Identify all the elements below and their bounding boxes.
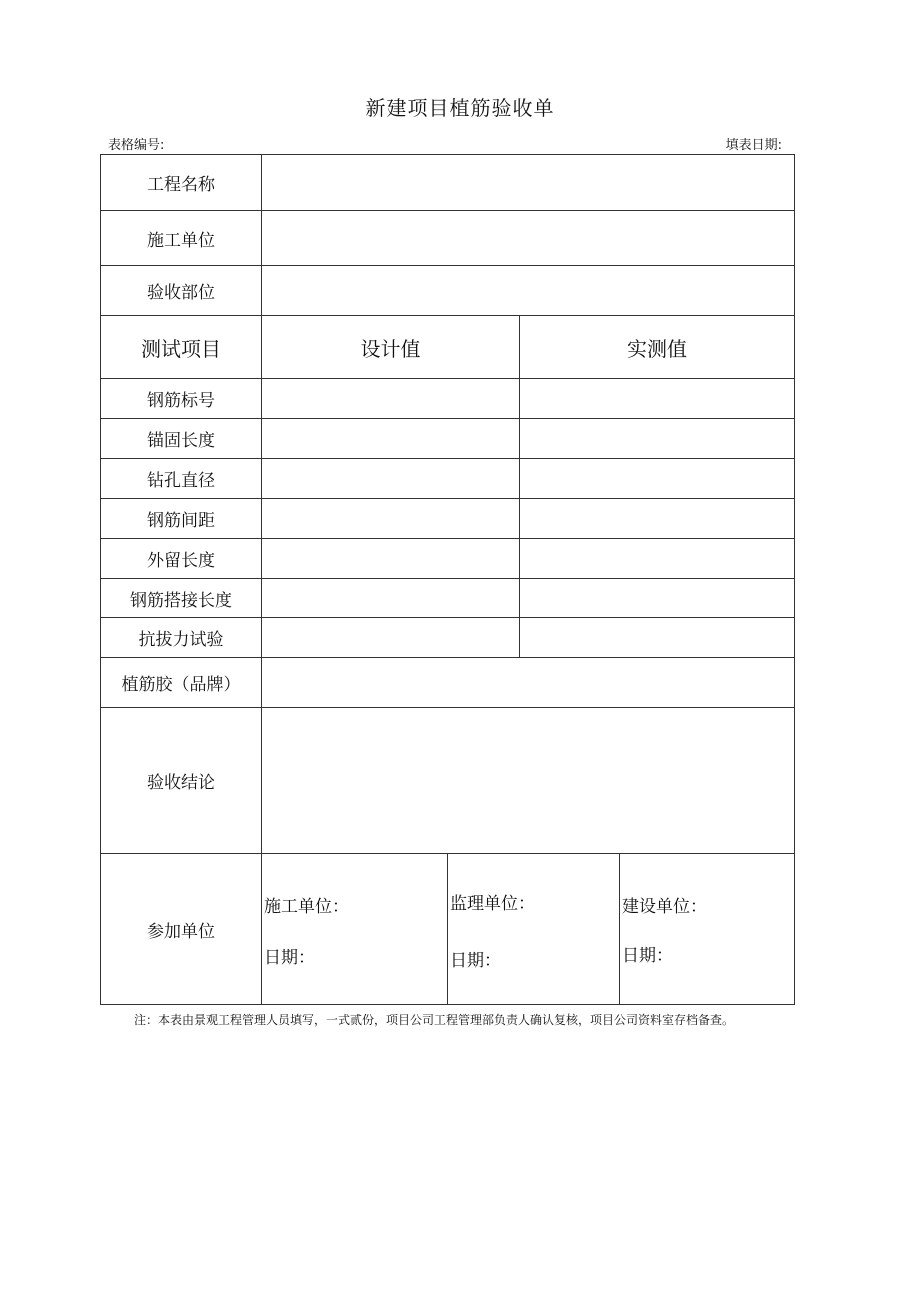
test-row [101,579,795,618]
project-name-label: 工程名称 [101,155,262,211]
info-row [101,211,795,266]
actual-value-field[interactable] [520,579,795,618]
design-value-field[interactable] [262,499,520,539]
actual-value-header: 实测值 [520,316,795,379]
test-item-label: 钢筋标号 [101,379,262,419]
test-row [101,419,795,459]
test-row [101,618,795,658]
owner-signoff[interactable] [620,854,795,1005]
actual-value-field[interactable] [520,499,795,539]
participants-row [101,854,795,1005]
design-value-field[interactable] [262,579,520,618]
actual-value-field[interactable] [520,379,795,419]
test-row [101,539,795,579]
design-value-field[interactable] [262,539,520,579]
actual-value-field[interactable] [520,419,795,459]
inspection-location-label: 验收部位 [101,266,262,316]
supervision-date-label: 日期： [450,951,501,971]
test-item-label: 抗拔力试验 [101,618,262,658]
test-row [101,499,795,539]
conclusion-label: 验收结论 [101,708,262,854]
actual-value-field[interactable] [520,618,795,658]
actual-value-field[interactable] [520,459,795,499]
inspection-location-field[interactable] [262,266,795,316]
supervision-unit-sign-label: 监理单位： [450,894,535,914]
conclusion-row [101,708,795,854]
test-item-label: 锚固长度 [101,419,262,459]
design-value-field[interactable] [262,419,520,459]
test-item-label: 钢筋间距 [101,499,262,539]
construction-unit-field[interactable] [262,211,795,266]
design-value-header: 设计值 [262,316,520,379]
test-row [101,379,795,419]
conclusion-field[interactable] [262,708,795,854]
design-value-field[interactable] [262,379,520,419]
test-item-header: 测试项目 [101,316,262,379]
info-row [101,155,795,211]
design-value-field[interactable] [262,618,520,658]
test-item-label: 外留长度 [101,539,262,579]
construction-unit-label: 施工单位 [101,211,262,266]
glue-row [101,658,795,708]
design-value-field[interactable] [262,459,520,499]
project-name-field[interactable] [262,155,795,211]
page-title: 新建项目植筋验收单 [365,96,555,120]
form-number-label: 表格编号: [108,138,165,153]
test-item-label: 钢筋搭接长度 [101,579,262,618]
supervision-signoff[interactable] [448,854,620,1005]
glue-brand-field[interactable] [262,658,795,708]
glue-brand-label: 植筋胶（品牌） [101,658,262,708]
construction-signoff[interactable] [262,854,448,1005]
footnote: 注：本表由景观工程管理人员填写，一式贰份，项目公司工程管理部负责人确认复核，项目公司资料室存档备查。 [134,1013,735,1027]
actual-value-field[interactable] [520,539,795,579]
test-header-row [101,316,795,379]
owner-unit-sign-label: 建设单位： [622,897,707,917]
construction-date-label: 日期： [264,948,315,968]
owner-date-label: 日期： [622,946,673,966]
test-row [101,459,795,499]
participants-label: 参加单位 [101,854,262,1005]
info-row [101,266,795,316]
construction-unit-sign-label: 施工单位： [264,897,349,917]
fill-date-label: 填表日期: [725,138,782,153]
inspection-form-table [100,154,795,1005]
test-item-label: 钻孔直径 [101,459,262,499]
